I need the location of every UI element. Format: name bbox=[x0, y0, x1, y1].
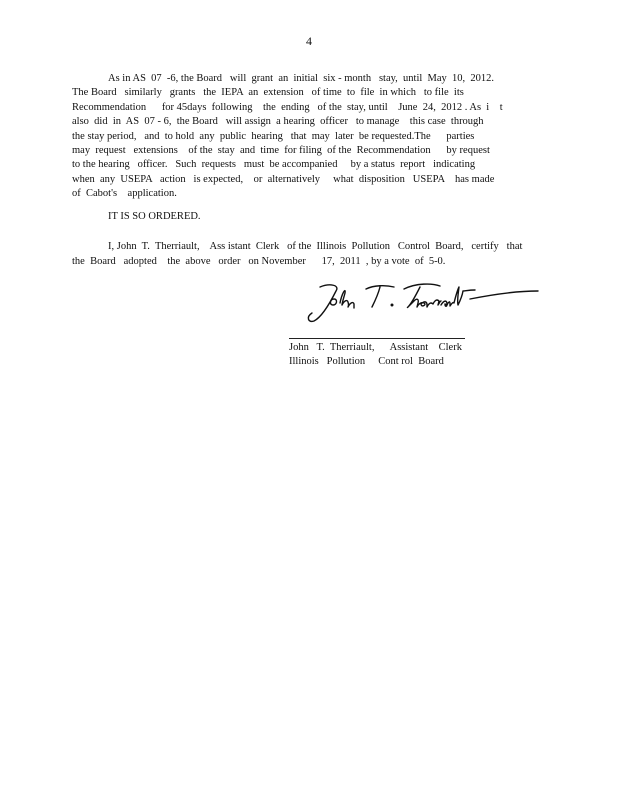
order-paragraph bbox=[72, 72, 512, 202]
paragraph-line: to the hearing officer. Such requests must be accompanied by a status report indicating bbox=[72, 159, 476, 171]
so-ordered-line: IT IS SO ORDERED. bbox=[108, 211, 201, 222]
handwritten-signature bbox=[300, 277, 550, 327]
paragraph-line: may request extensions of the stay and time for filing of the Recommendation by request bbox=[72, 144, 490, 156]
paragraph-line: The Board similarly grants the IEPA an extension of time to file in which to file its bbox=[72, 87, 464, 99]
certification-line: I, John T. Therriault, Ass istant Clerk of the Illinois Pollution Control Board, certify that bbox=[108, 241, 523, 252]
certification-paragraph bbox=[72, 239, 532, 269]
paragraph-line: Recommendation for 45days following the ending of the stay, until June 24, 2012 . As i t bbox=[72, 101, 503, 113]
signer-block bbox=[289, 341, 462, 369]
signer-name: John T. Therriault, Assistant Clerk bbox=[289, 342, 462, 353]
paragraph-line: the stay period, and to hold any public hearing that may later be requested.The parties bbox=[72, 130, 475, 142]
signature-rule bbox=[289, 338, 465, 339]
paragraph-line: As in AS 07 -6, the Board will grant an initial six - month stay, until May 10, 2012. bbox=[108, 73, 495, 84]
paragraph-line: also did in AS 07 - 6, the Board will assign a hearing officer to manage this case through bbox=[72, 116, 484, 128]
signer-organization: Illinois Pollution Cont rol Board bbox=[289, 356, 444, 367]
page-number: 4 bbox=[306, 34, 312, 48]
paragraph-line: of Cabot's application. bbox=[72, 188, 177, 200]
certification-line: the Board adopted the above order on November 17, 2011 , by a vote of 5-0. bbox=[72, 256, 446, 267]
paragraph-line: when any USEPA action is expected, or alternatively what disposition USEPA has made bbox=[72, 173, 495, 185]
